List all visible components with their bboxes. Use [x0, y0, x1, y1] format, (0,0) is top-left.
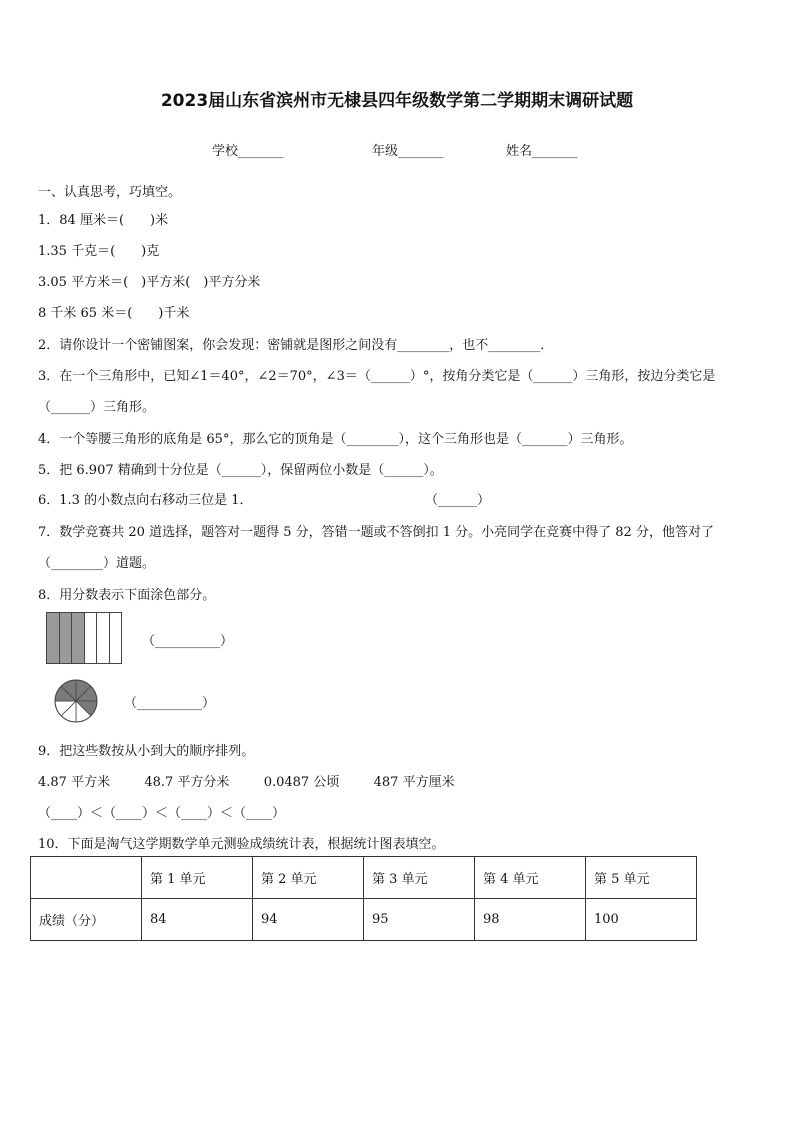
fraction-pie: [54, 679, 98, 723]
grade-field[interactable]: 年级_______: [372, 144, 444, 159]
table-header-cell: 第 3 单元: [364, 857, 475, 899]
question-3-line1: 3．在一个三角形中，已知∠1＝40°，∠2＝70°，∠3＝（______）°，按角分类它是（______）三角形，按边分类它是: [38, 369, 716, 384]
rect-segment: [110, 613, 122, 663]
question-6-answer[interactable]: （______）: [425, 493, 491, 508]
table-header-row: [31, 857, 697, 899]
question-1a: 1．84 厘米＝( )米: [38, 213, 169, 228]
table-header-cell: 第 5 单元: [586, 857, 697, 899]
rect-segment: [60, 613, 73, 663]
name-field[interactable]: 姓名_______: [506, 144, 578, 159]
question-9-blanks[interactable]: （____）＜（____）＜（____）＜（____）: [38, 806, 286, 821]
table-header-cell: 第 1 单元: [142, 857, 253, 899]
question-7-line2: （________）道题。: [38, 556, 156, 571]
q9-item: 48.7 平方分米: [144, 775, 230, 790]
table-cell: 95: [364, 899, 475, 941]
question-2: 2．请你设计一个密铺图案，你会发现：密铺就是图形之间没有________，也不________．: [38, 338, 554, 353]
score-table: [30, 856, 697, 941]
table-cell: 100: [586, 899, 697, 941]
section-heading: 一、认真思考，巧填空。: [38, 185, 182, 200]
question-9: 9．把这些数按从小到大的顺序排列。: [38, 744, 255, 759]
table-header-cell: [31, 857, 142, 899]
table-header-cell: 第 2 单元: [253, 857, 364, 899]
question-9-items: [38, 771, 455, 790]
rect-segment: [85, 613, 98, 663]
question-8: 8．用分数表示下面涂色部分。: [38, 588, 216, 603]
table-cell: 84: [142, 899, 253, 941]
table-cell: 94: [253, 899, 364, 941]
page-title: 2023届山东省滨州市无棣县四年级数学第二学期期末调研试题: [160, 91, 634, 111]
question-1d: 8 千米 65 米＝( )千米: [38, 306, 190, 321]
q9-item: 4.87 平方米: [38, 775, 111, 790]
table-header-cell: 第 4 单元: [475, 857, 586, 899]
school-field[interactable]: 学校_______: [212, 144, 284, 159]
table-row-label: 成绩（分）: [31, 899, 142, 941]
question-8-answer-2[interactable]: （__________）: [124, 696, 216, 711]
question-3-line2: （______）三角形。: [38, 400, 156, 415]
question-5: 5．把 6.907 精确到十分位是（______），保留两位小数是（______）。: [38, 463, 443, 478]
question-7-line1: 7．数学竞赛共 20 道选择，题答对一题得 5 分，答错一题或不答倒扣 1 分。小亮同学在竞赛中得了 82 分，他答对了: [38, 525, 714, 540]
table-cell: 98: [475, 899, 586, 941]
question-6: 6．1.3 的小数点向右移动三位是 1．: [38, 493, 253, 508]
question-4: 4．一个等腰三角形的底角是 65°，那么它的顶角是（________），这个三角形也是（_______）三角形。: [38, 432, 633, 447]
rect-segment: [97, 613, 110, 663]
rect-segment: [47, 613, 60, 663]
fraction-rectangle: [46, 612, 122, 664]
q9-item: 0.0487 公顷: [263, 775, 340, 790]
question-1b: 1.35 千克＝( )克: [38, 244, 160, 259]
q9-item: 487 平方厘米: [373, 775, 455, 790]
rect-segment: [72, 613, 85, 663]
question-1c: 3.05 平方米＝( )平方米( )平方分米: [38, 275, 261, 290]
table-row: [31, 899, 697, 941]
question-8-answer-1[interactable]: （__________）: [142, 634, 234, 649]
question-10: 10．下面是淘气这学期数学单元测验成绩统计表，根据统计图表填空。: [38, 837, 445, 852]
